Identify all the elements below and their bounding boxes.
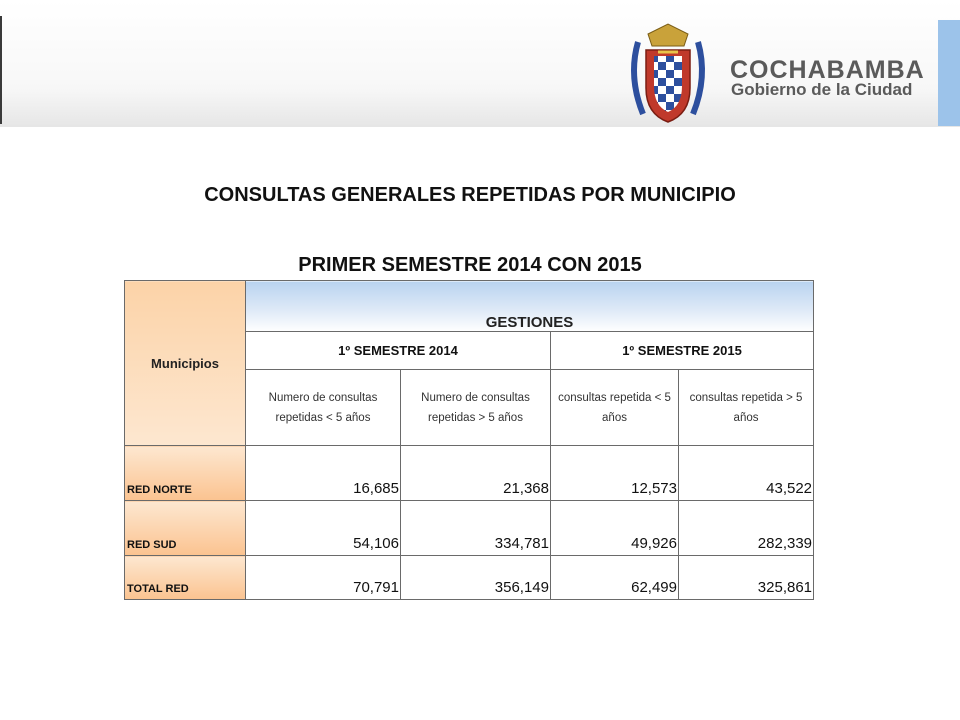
table-cell: 282,339 bbox=[679, 501, 814, 556]
table-cell: 16,685 bbox=[246, 446, 401, 501]
data-table bbox=[124, 280, 814, 600]
page-title: CONSULTAS GENERALES REPETIDAS POR MUNICIPIO bbox=[204, 184, 736, 206]
left-divider bbox=[0, 16, 2, 124]
brand-subtitle: Gobierno de la Ciudad bbox=[731, 80, 913, 99]
semester-2014-header: 1º SEMESTRE 2014 bbox=[246, 332, 551, 370]
coat-of-arms-logo bbox=[618, 22, 718, 126]
column-header: Numero de consultas repetidas < 5 años bbox=[246, 370, 401, 446]
table-cell: 43,522 bbox=[679, 446, 814, 501]
table-cell: 12,573 bbox=[551, 446, 679, 501]
table-cell: 70,791 bbox=[246, 556, 401, 600]
column-header: consultas repetida < 5 años bbox=[551, 370, 679, 446]
table-cell: 356,149 bbox=[401, 556, 551, 600]
table-cell: 325,861 bbox=[679, 556, 814, 600]
table-cell: 334,781 bbox=[401, 501, 551, 556]
gestiones-header: GESTIONES bbox=[246, 281, 814, 332]
page-subtitle: PRIMER SEMESTRE 2014 CON 2015 bbox=[298, 254, 642, 276]
semester-2015-header: 1º SEMESTRE 2015 bbox=[551, 332, 814, 370]
brand-name: COCHABAMBA bbox=[730, 56, 925, 84]
municipios-header: Municipios bbox=[125, 281, 246, 446]
row-label: RED NORTE bbox=[125, 446, 246, 501]
table-cell: 62,499 bbox=[551, 556, 679, 600]
accent-bar bbox=[938, 20, 960, 126]
table-row bbox=[125, 501, 814, 556]
column-header: consultas repetida > 5 años bbox=[679, 370, 814, 446]
row-label: TOTAL RED bbox=[125, 556, 246, 600]
table-row bbox=[125, 556, 814, 600]
column-header: Numero de consultas repetidas > 5 años bbox=[401, 370, 551, 446]
row-label: RED SUD bbox=[125, 501, 246, 556]
table-cell: 54,106 bbox=[246, 501, 401, 556]
table-row bbox=[125, 446, 814, 501]
table-cell: 49,926 bbox=[551, 501, 679, 556]
table-cell: 21,368 bbox=[401, 446, 551, 501]
